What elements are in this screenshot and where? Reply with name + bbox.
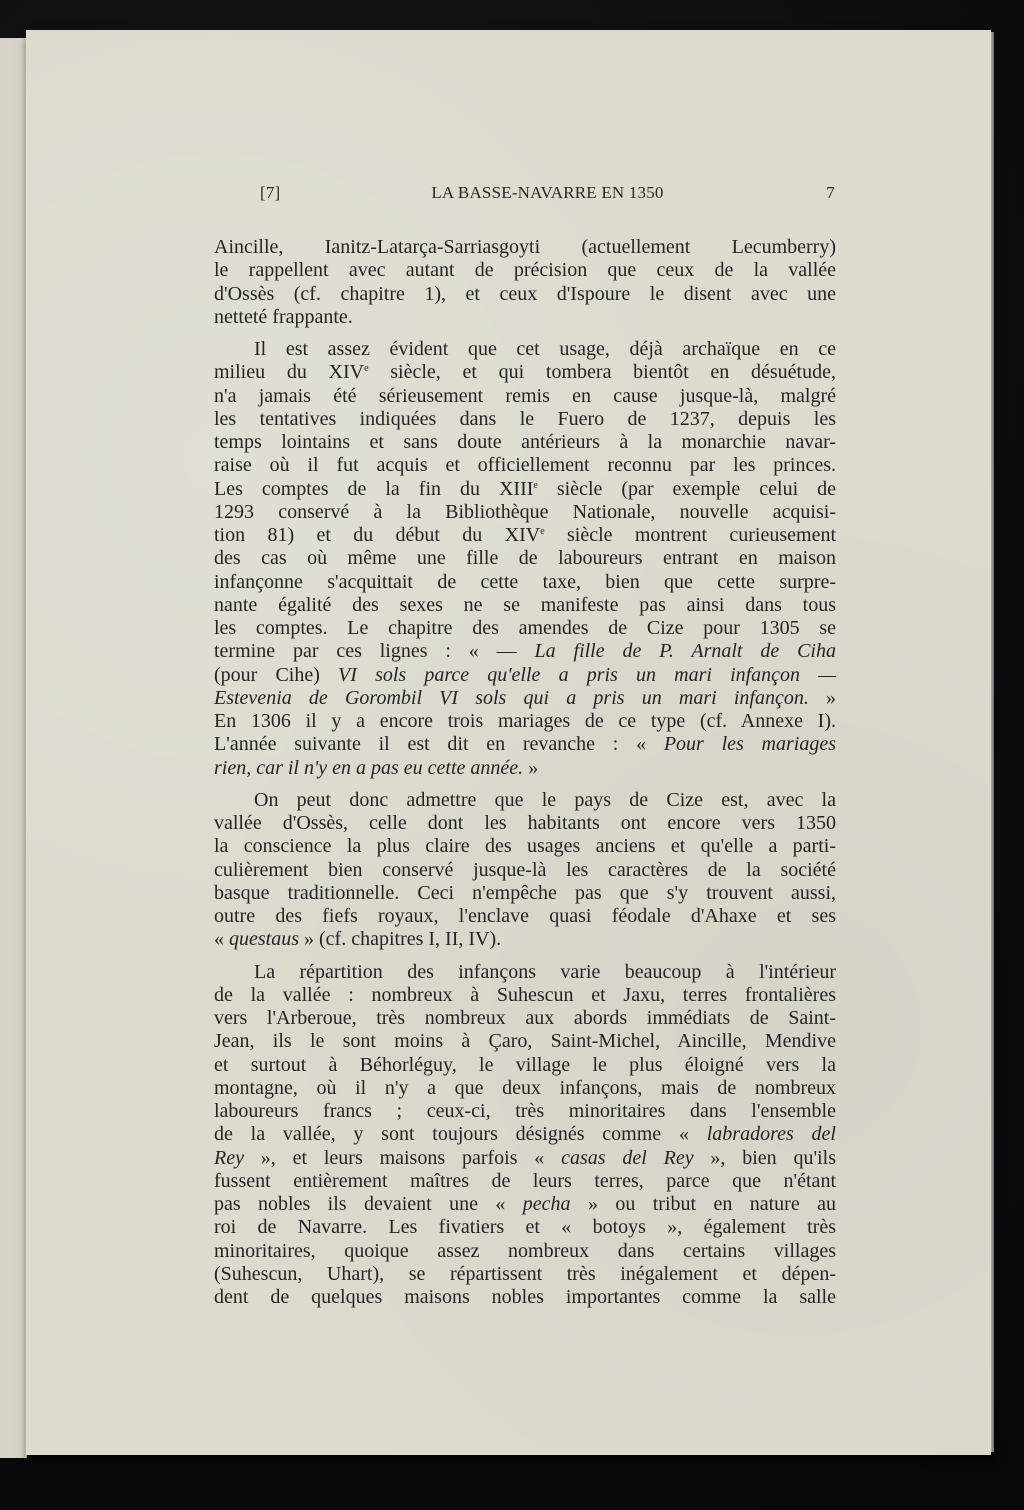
text-run: » bbox=[523, 756, 539, 779]
paragraph bbox=[214, 236, 836, 329]
text-run: Il est assez évident que cet usage, déjà archaïque en ce bbox=[254, 338, 836, 360]
text-line bbox=[214, 1263, 836, 1286]
text-run: La répartition des infançons varie beaucoup à l'intérieur bbox=[254, 960, 836, 983]
text-run: dent de quelques maisons nobles importantes comme la salle bbox=[214, 1286, 836, 1308]
text-line bbox=[214, 236, 836, 259]
italic-quote: pecha bbox=[522, 1193, 571, 1215]
text-run: L'année suivante il est dit en revanche : « bbox=[214, 733, 664, 756]
text-run: 1293 conservé à la Bibliothèque Nationale, nouvelle acquisi- bbox=[214, 500, 836, 523]
text-line bbox=[214, 812, 836, 835]
text-line bbox=[214, 984, 836, 1007]
text-run: « bbox=[214, 928, 229, 951]
century-superscript: e bbox=[540, 526, 545, 537]
text-run: outre des fiefs royaux, l'enclave quasi féodale d'Ahaxe et ses bbox=[214, 905, 836, 927]
text-line bbox=[214, 1216, 836, 1239]
text-run: raise où il fut acquis et officiellement reconnu par les princes. bbox=[214, 454, 836, 477]
text-run: infançonne s'acquittait de cette taxe, bien que cette surpre- bbox=[214, 570, 836, 593]
text-run: pas nobles ils devaient une « bbox=[214, 1193, 523, 1215]
text-run: n'a jamais été sérieusement remis en cause jusque-là, malgré bbox=[214, 384, 836, 407]
text-line bbox=[214, 1007, 836, 1030]
text-run: et surtout à Béhorléguy, le village le plus éloigné vers la bbox=[214, 1053, 836, 1076]
text-run: (pour Cihe) bbox=[214, 663, 339, 686]
text-run: laboureurs francs ; ceux-ci, très minoritaires dans l'ensemble bbox=[214, 1100, 836, 1122]
page-number: 7 bbox=[826, 183, 835, 202]
text-line bbox=[214, 882, 836, 905]
text-line bbox=[214, 733, 836, 756]
text-line bbox=[214, 571, 836, 594]
text-run: termine par ces lignes : « — bbox=[214, 640, 535, 663]
text-run: Les comptes de la fin du XIII bbox=[214, 477, 534, 500]
italic-quote: rien, car il n'y en a pas eu cette année. bbox=[214, 756, 524, 779]
italic-quote: labradores del bbox=[706, 1123, 836, 1146]
text-run: », bien qu'ils bbox=[693, 1146, 836, 1169]
text-run: siècle, et qui tombera bientôt en désuétude, bbox=[368, 361, 836, 384]
text-line bbox=[214, 617, 836, 640]
italic-quote: Rey bbox=[214, 1146, 244, 1169]
running-header bbox=[260, 183, 835, 207]
text-run: des cas où même une fille de laboureurs entrant en maison bbox=[214, 547, 836, 570]
text-run: » (cf. chapitres I, II, IV). bbox=[299, 928, 502, 951]
text-run: minoritaires, quoique assez nombreux dans certains villages bbox=[214, 1239, 836, 1262]
text-line bbox=[214, 408, 836, 431]
text-line bbox=[214, 789, 836, 812]
text-line bbox=[214, 283, 836, 306]
text-run: On peut donc admettre que le pays de Cize est, avec la bbox=[254, 788, 836, 811]
text-run: de la vallée, y sont toujours désignés comme « bbox=[214, 1123, 707, 1146]
text-line bbox=[214, 454, 836, 477]
text-run: les tentatives indiquées dans le Fuero de 1237, depuis les bbox=[214, 407, 836, 430]
text-run: montagne, où il n'y a que deux infançons, mais de nombreux bbox=[214, 1076, 836, 1099]
text-run: (Suhescun, Uhart), se répartissent très inégalement et dépen- bbox=[214, 1262, 836, 1285]
running-title: LA BASSE-NAVARRE EN 1350 bbox=[431, 183, 664, 202]
text-run: Aincille, Ianitz-Latarça-Sarriasgoyti (actuellement Lecumberry) bbox=[214, 236, 836, 258]
text-line bbox=[214, 547, 836, 570]
paragraph bbox=[214, 789, 836, 952]
text-line bbox=[214, 1170, 836, 1193]
paragraph-gap bbox=[214, 780, 836, 789]
text-run: fussent entièrement maîtres de leurs terres, parce que n'étant bbox=[214, 1169, 836, 1192]
text-line bbox=[214, 835, 836, 858]
text-run: roi de Navarre. Les fivatiers et « botoys », également très bbox=[214, 1216, 836, 1239]
italic-quote: VI sols parce qu'elle a pris un mari infançon — bbox=[338, 663, 836, 686]
text-run: vers l'Arberoue, très nombreux aux abords immédiats de Saint- bbox=[214, 1007, 836, 1029]
text-line bbox=[214, 478, 836, 501]
text-run: tion 81) et du début du XIV bbox=[214, 524, 541, 546]
text-run: vallée d'Ossès, celle dont les habitants ont encore vers 1350 bbox=[214, 812, 836, 834]
text-line bbox=[214, 905, 836, 928]
text-run: netteté frappante. bbox=[214, 305, 353, 328]
text-run: En 1306 il y a encore trois mariages de ce type (cf. Annexe I). bbox=[214, 710, 836, 732]
text-line bbox=[214, 1100, 836, 1123]
text-run: de la vallée : nombreux à Suhescun et Jaxu, terres frontalières bbox=[214, 983, 836, 1006]
text-run: les comptes. Le chapitre des amendes de Cize pour 1305 se bbox=[214, 617, 836, 639]
page-edge-shadow bbox=[991, 32, 994, 1452]
text-line bbox=[214, 664, 836, 687]
text-line bbox=[214, 757, 836, 780]
text-run: la conscience la plus claire des usages anciens et qu'elle a parti- bbox=[214, 835, 836, 858]
text-line bbox=[214, 431, 836, 454]
text-line bbox=[214, 961, 836, 984]
text-line bbox=[214, 259, 836, 282]
text-run: » bbox=[808, 686, 836, 709]
text-line bbox=[214, 1193, 836, 1216]
text-run: siècle montrent curieusement bbox=[544, 524, 836, 546]
text-run: le rappellent avec autant de précision que ceux de la vallée bbox=[214, 259, 836, 282]
text-run: nante égalité des sexes ne se manifeste pas ainsi dans tous bbox=[214, 593, 836, 616]
text-line bbox=[214, 338, 836, 361]
paragraph bbox=[214, 961, 836, 1310]
text-line bbox=[214, 710, 836, 733]
text-run: d'Ossès (cf. chapitre 1), et ceux d'Ispoure le disent avec une bbox=[214, 282, 836, 305]
italic-quote: casas del Rey bbox=[561, 1146, 694, 1169]
text-run: milieu du XIV bbox=[214, 361, 365, 384]
italic-quote: questaus bbox=[229, 928, 299, 951]
text-line bbox=[214, 594, 836, 617]
text-line bbox=[214, 1240, 836, 1263]
text-run: temps lointains et sans doute antérieurs à la monarchie navar- bbox=[214, 431, 836, 453]
text-line bbox=[214, 361, 836, 384]
text-line bbox=[214, 1147, 836, 1170]
text-run: » ou tribut en nature au bbox=[570, 1193, 836, 1215]
paragraph-gap bbox=[214, 952, 836, 961]
text-run: », et leurs maisons parfois « bbox=[243, 1146, 562, 1169]
text-line bbox=[214, 1077, 836, 1100]
page-bracket-number: [7] bbox=[260, 183, 281, 202]
text-run: basque traditionnelle. Ceci n'empêche pas que s'y trouvent aussi, bbox=[214, 881, 836, 904]
text-line bbox=[214, 501, 836, 524]
paragraph bbox=[214, 338, 836, 780]
body-text bbox=[214, 236, 836, 1309]
text-run: Jean, ils le sont moins à Çaro, Saint-Michel, Aincille, Mendive bbox=[214, 1030, 836, 1053]
text-line bbox=[214, 687, 836, 710]
text-line bbox=[214, 859, 836, 882]
text-run: siècle (par exemple celui de bbox=[537, 477, 837, 500]
century-superscript: e bbox=[364, 363, 369, 375]
text-line bbox=[214, 1286, 836, 1309]
text-line bbox=[214, 1030, 836, 1053]
italic-quote: Pour les mariages bbox=[663, 733, 836, 756]
text-line bbox=[214, 385, 836, 408]
text-line bbox=[214, 306, 836, 329]
text-line bbox=[214, 928, 836, 951]
italic-quote: Estevenia de Gorombil VI sols qui a pris un mari infançon. bbox=[214, 686, 809, 709]
text-run: culièrement bien conservé jusque-là les caractères de la société bbox=[214, 858, 836, 881]
paragraph-gap bbox=[214, 329, 836, 338]
text-line bbox=[214, 640, 836, 663]
text-line bbox=[214, 1054, 836, 1077]
italic-quote: La fille de P. Arnalt de Ciha bbox=[534, 640, 836, 663]
text-line bbox=[214, 524, 836, 547]
century-superscript: e bbox=[533, 479, 538, 491]
text-line bbox=[214, 1123, 836, 1146]
facing-page-edge bbox=[0, 38, 26, 1458]
